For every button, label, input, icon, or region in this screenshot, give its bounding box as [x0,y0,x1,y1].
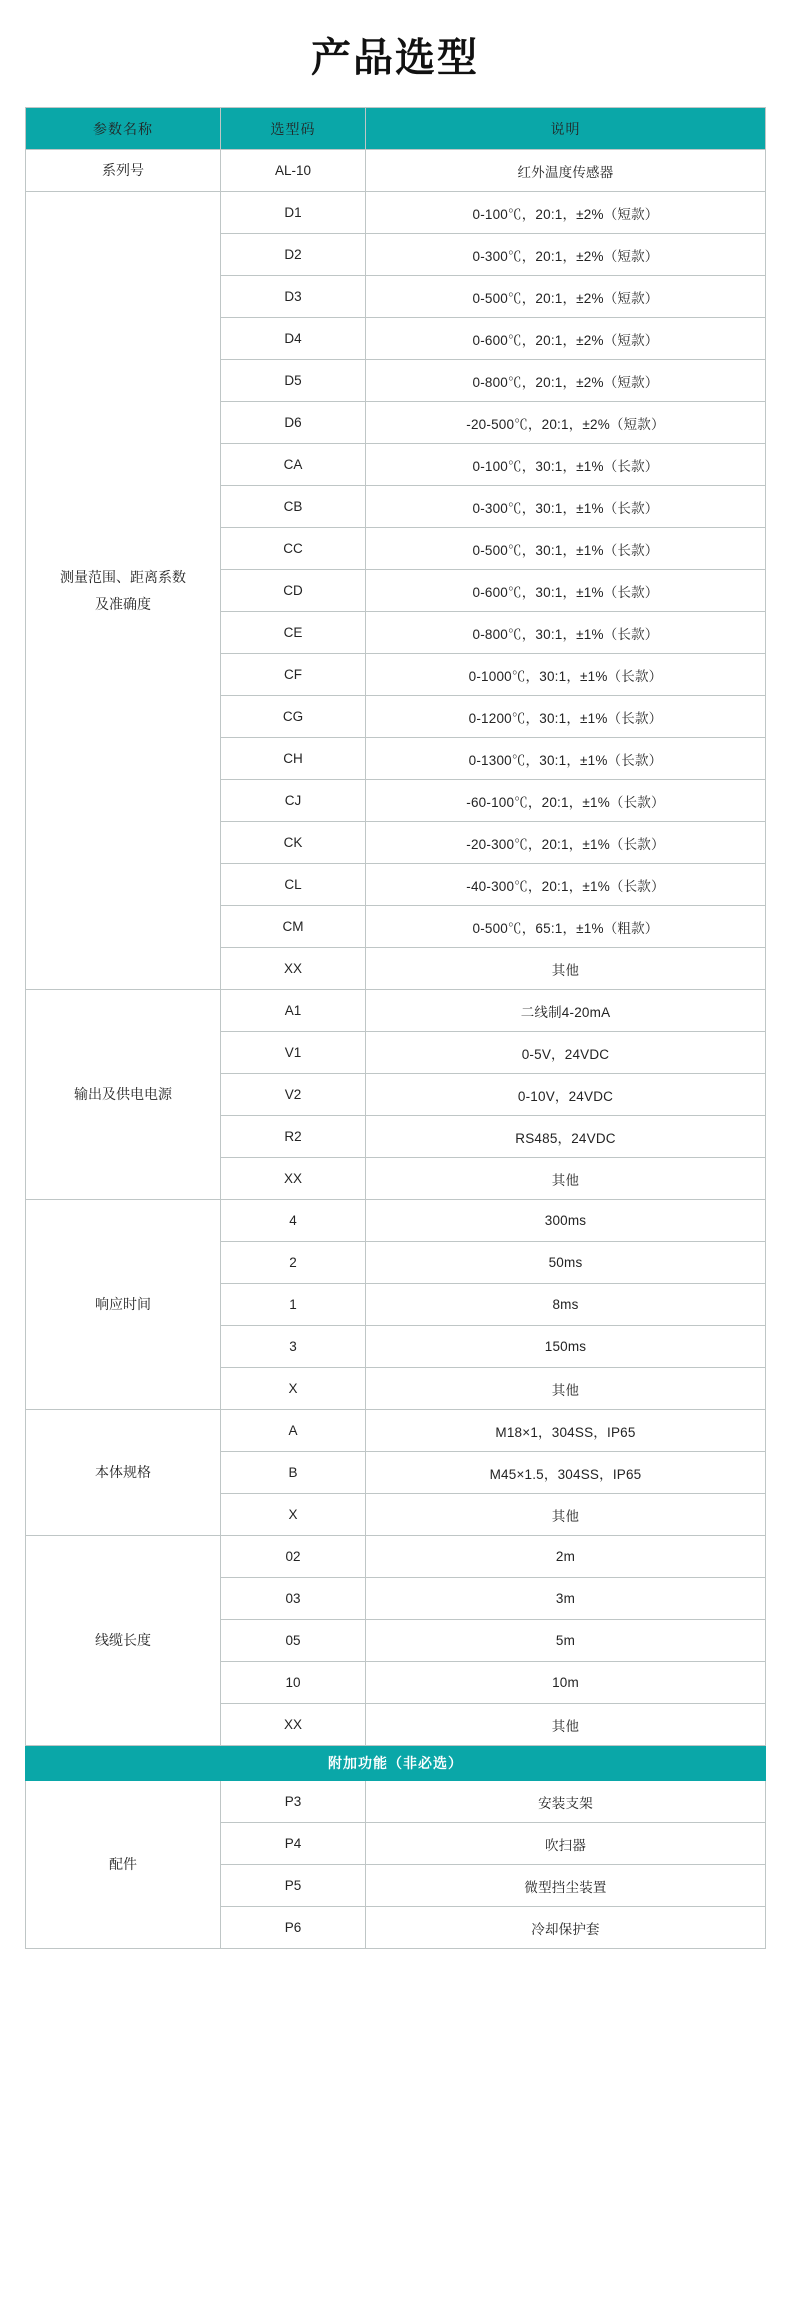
description-cell: 8ms [366,1284,766,1326]
page-title: 产品选型 [311,36,479,80]
selection-code-cell: P5 [221,1865,366,1907]
description-cell: 0-300℃，20:1，±2%（短款） [366,234,766,276]
product-selection-table [25,107,766,1949]
table-row [26,150,766,192]
description-cell: 0-1200℃，30:1，±1%（长款） [366,696,766,738]
description-cell: 0-500℃，65:1，±1%（粗款） [366,906,766,948]
selection-code-cell: D5 [221,360,366,402]
selection-code-cell: CK [221,822,366,864]
selection-code-cell: X [221,1494,366,1536]
description-cell: 150ms [366,1326,766,1368]
table-row [26,1536,766,1578]
description-cell: 5m [366,1620,766,1662]
description-cell: 冷却保护套 [366,1907,766,1949]
description-cell: 红外温度传感器 [366,150,766,192]
description-cell: 0-100℃，20:1，±2%（短款） [366,192,766,234]
description-cell: 0-1300℃，30:1，±1%（长款） [366,738,766,780]
selection-code-cell: 02 [221,1536,366,1578]
selection-code-cell: D4 [221,318,366,360]
table-row [26,192,766,234]
selection-code-cell: P4 [221,1823,366,1865]
description-cell: 0-600℃，20:1，±2%（短款） [366,318,766,360]
description-cell: 50ms [366,1242,766,1284]
description-cell: 300ms [366,1200,766,1242]
selection-code-cell: CM [221,906,366,948]
description-cell: 0-300℃，30:1，±1%（长款） [366,486,766,528]
header-param-name: 参数名称 [26,108,221,150]
table-header-row [26,108,766,150]
description-cell: M45×1.5，304SS，IP65 [366,1452,766,1494]
selection-code-cell: AL-10 [221,150,366,192]
param-name-line: 及准确度 [95,595,151,612]
table-row [26,990,766,1032]
section-band-additional-functions [26,1746,766,1781]
product-selection-page [0,26,790,1949]
selection-code-cell: 3 [221,1326,366,1368]
selection-code-cell: V2 [221,1074,366,1116]
table-row [26,1200,766,1242]
param-name-cell: 系列号 [26,150,221,192]
description-cell: 0-800℃，20:1，±2%（短款） [366,360,766,402]
description-cell: 0-800℃，30:1，±1%（长款） [366,612,766,654]
selection-code-cell: 05 [221,1620,366,1662]
description-cell: 0-500℃，20:1，±2%（短款） [366,276,766,318]
selection-code-cell: CJ [221,780,366,822]
param-name-cell: 线缆长度 [26,1536,221,1746]
description-cell: 其他 [366,948,766,990]
selection-code-cell: XX [221,1704,366,1746]
description-cell: 3m [366,1578,766,1620]
description-cell: 0-1000℃，30:1，±1%（长款） [366,654,766,696]
description-cell: 10m [366,1662,766,1704]
header-description: 说明 [366,108,766,150]
description-cell: 吹扫器 [366,1823,766,1865]
selection-code-cell: CF [221,654,366,696]
selection-code-cell: P6 [221,1907,366,1949]
selection-code-cell: X [221,1368,366,1410]
description-cell: -60-100℃，20:1，±1%（长款） [366,780,766,822]
description-cell: 其他 [366,1368,766,1410]
description-cell: 其他 [366,1494,766,1536]
description-cell: 0-500℃，30:1，±1%（长款） [366,528,766,570]
selection-code-cell: CD [221,570,366,612]
param-name-cell: 配件 [26,1781,221,1949]
description-cell: 微型挡尘装置 [366,1865,766,1907]
description-cell: 0-5V，24VDC [366,1032,766,1074]
param-name-cell: 响应时间 [26,1200,221,1410]
selection-code-cell: 2 [221,1242,366,1284]
selection-code-cell: 1 [221,1284,366,1326]
selection-code-cell: 4 [221,1200,366,1242]
description-cell: 其他 [366,1158,766,1200]
selection-code-cell: XX [221,1158,366,1200]
selection-code-cell: 10 [221,1662,366,1704]
section-band-label: 附加功能（非必选） [26,1746,766,1781]
selection-code-cell: A1 [221,990,366,1032]
selection-code-cell: R2 [221,1116,366,1158]
param-name-line: 测量范围、距离系数 [60,568,186,585]
selection-code-cell: B [221,1452,366,1494]
description-cell: 0-100℃，30:1，±1%（长款） [366,444,766,486]
description-cell: 二线制4-20mA [366,990,766,1032]
selection-code-cell: CC [221,528,366,570]
table-row [26,1410,766,1452]
selection-code-cell: D3 [221,276,366,318]
selection-code-cell: P3 [221,1781,366,1823]
selection-code-cell: D1 [221,192,366,234]
header-selection-code: 选型码 [221,108,366,150]
param-name-cell: 输出及供电电源 [26,990,221,1200]
selection-code-cell: CG [221,696,366,738]
description-cell: 其他 [366,1704,766,1746]
selection-code-cell: CB [221,486,366,528]
selection-code-cell: XX [221,948,366,990]
selection-code-cell: A [221,1410,366,1452]
description-cell: -40-300℃，20:1，±1%（长款） [366,864,766,906]
description-cell: -20-300℃，20:1，±1%（长款） [366,822,766,864]
param-name-cell [26,192,221,990]
description-cell: 2m [366,1536,766,1578]
table-header [26,108,766,150]
description-cell: 0-600℃，30:1，±1%（长款） [366,570,766,612]
table-body [26,150,766,1949]
selection-code-cell: D6 [221,402,366,444]
selection-code-cell: V1 [221,1032,366,1074]
table-row [26,1781,766,1823]
description-cell: 安装支架 [366,1781,766,1823]
selection-code-cell: CA [221,444,366,486]
selection-code-cell: CL [221,864,366,906]
description-cell: RS485，24VDC [366,1116,766,1158]
description-cell: -20-500℃，20:1，±2%（短款） [366,402,766,444]
description-cell: 0-10V，24VDC [366,1074,766,1116]
selection-code-cell: CE [221,612,366,654]
selection-code-cell: D2 [221,234,366,276]
description-cell: M18×1，304SS，IP65 [366,1410,766,1452]
selection-code-cell: 03 [221,1578,366,1620]
selection-code-cell: CH [221,738,366,780]
param-name-cell: 本体规格 [26,1410,221,1536]
